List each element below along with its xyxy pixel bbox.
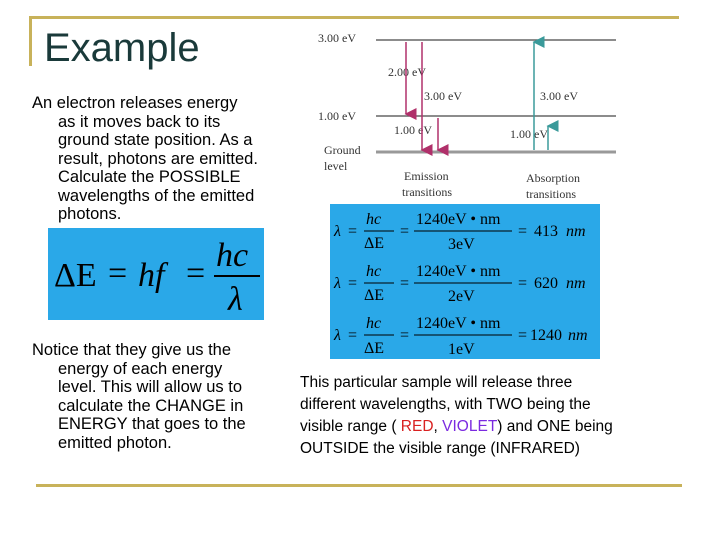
level-label-2ev: 2.00 eV bbox=[388, 65, 426, 79]
notice-paragraph bbox=[32, 341, 290, 452]
intro-line: photons. bbox=[58, 205, 122, 223]
level-label-3ev: 3.00 eV bbox=[318, 31, 356, 45]
equals-sign: = bbox=[400, 275, 410, 292]
delta-e-denominator: ΔE bbox=[364, 287, 385, 304]
slide-frame-left bbox=[29, 16, 32, 66]
equals-sign: = bbox=[348, 275, 358, 292]
numerator-value: 1240eV • nm bbox=[416, 263, 501, 280]
hc-numerator: hc bbox=[366, 263, 382, 280]
absorption-label-3ev: 3.00 eV bbox=[540, 89, 578, 103]
hf-term: hf bbox=[138, 257, 165, 294]
emission-label-1ev: 1.00 eV bbox=[394, 123, 432, 137]
wavelength-result: 620 bbox=[534, 275, 558, 292]
numerator-value: 1240eV • nm bbox=[416, 211, 501, 228]
lambda-symbol: λ bbox=[334, 275, 341, 292]
lambda-symbol: λ bbox=[334, 327, 341, 344]
equals-sign: = bbox=[186, 255, 206, 292]
intro-line: as it moves back to its bbox=[58, 112, 221, 131]
absorption-caption-2: transitions bbox=[526, 187, 576, 201]
absorption-caption: Absorption bbox=[526, 171, 580, 185]
slide-frame-top bbox=[29, 16, 679, 19]
caption-text: This particular sample will release three different wavelengths, with TWO being the visible range ( bbox=[300, 374, 591, 435]
notice-line: ENERGY that goes to the bbox=[58, 415, 246, 433]
energy-denominator: 1eV bbox=[448, 341, 475, 358]
intro-line: Calculate the POSSIBLE bbox=[58, 168, 241, 186]
intro-line: An electron releases energy bbox=[32, 94, 238, 112]
energy-denominator: 3eV bbox=[448, 236, 475, 253]
delta-e-denominator: ΔE bbox=[364, 340, 385, 357]
emission-caption-2: transitions bbox=[402, 185, 452, 199]
emission-caption: Emission bbox=[404, 169, 449, 183]
equals-sign: = bbox=[400, 223, 410, 240]
notice-line: emitted photon. bbox=[58, 433, 172, 452]
equals-sign: = bbox=[518, 223, 528, 240]
lambda-symbol: λ bbox=[334, 223, 341, 240]
lambda-denominator: λ bbox=[228, 281, 243, 318]
wavelength-calculations bbox=[330, 204, 600, 359]
wavelength-unit: nm bbox=[566, 275, 586, 292]
red-highlight: RED bbox=[400, 418, 434, 435]
energy-equation-box bbox=[48, 228, 264, 320]
slide-frame-bottom bbox=[36, 484, 682, 487]
notice-line: level. This will allow us to bbox=[58, 378, 243, 396]
hc-numerator: hc bbox=[366, 211, 382, 228]
wavelength-result: 1240 bbox=[530, 327, 562, 344]
delta-e-denominator: ΔE bbox=[364, 235, 385, 252]
hc-numerator: hc bbox=[366, 315, 382, 332]
energy-denominator: 2eV bbox=[448, 288, 475, 305]
slide-title: Example bbox=[44, 26, 200, 70]
notice-line: Notice that they give us the bbox=[32, 341, 232, 359]
hc-numerator: hc bbox=[216, 237, 249, 274]
intro-paragraph bbox=[32, 94, 302, 224]
conclusion-caption bbox=[300, 372, 630, 460]
violet-highlight: VIOLET bbox=[442, 418, 498, 435]
delta-e-term: ΔE bbox=[54, 257, 97, 294]
level-label-1ev: 1.00 eV bbox=[318, 109, 356, 123]
intro-line: ground state position. As a bbox=[58, 131, 253, 149]
energy-level-diagram bbox=[316, 28, 620, 206]
ground-level-label: Ground bbox=[324, 143, 361, 157]
equals-sign: = bbox=[348, 327, 358, 344]
absorption-label-1ev: 1.00 eV bbox=[510, 127, 548, 141]
equals-sign: = bbox=[518, 327, 528, 344]
numerator-value: 1240eV • nm bbox=[416, 315, 501, 332]
equals-sign: = bbox=[518, 275, 528, 292]
equals-sign: = bbox=[108, 255, 128, 292]
intro-line: result, photons are emitted. bbox=[58, 149, 258, 168]
notice-line: calculate the CHANGE in bbox=[58, 396, 244, 415]
ground-level-label-2: level bbox=[324, 159, 348, 173]
wavelength-unit: nm bbox=[566, 223, 586, 240]
energy-equation bbox=[48, 228, 264, 320]
caption-comma: , bbox=[433, 418, 443, 435]
intro-line: wavelengths of the emitted bbox=[58, 186, 255, 205]
wavelength-unit: nm bbox=[568, 327, 588, 344]
caption-text-end: ) and ONE being OUTSIDE the visible range (INFRARED) bbox=[300, 418, 613, 457]
wavelength-calculations-svg bbox=[330, 204, 600, 359]
energy-level-diagram-svg bbox=[316, 28, 620, 206]
notice-line: energy of each energy bbox=[58, 359, 223, 378]
equals-sign: = bbox=[400, 327, 410, 344]
wavelength-result: 413 bbox=[534, 223, 558, 240]
emission-label-3ev: 3.00 eV bbox=[424, 89, 462, 103]
equals-sign: = bbox=[348, 223, 358, 240]
